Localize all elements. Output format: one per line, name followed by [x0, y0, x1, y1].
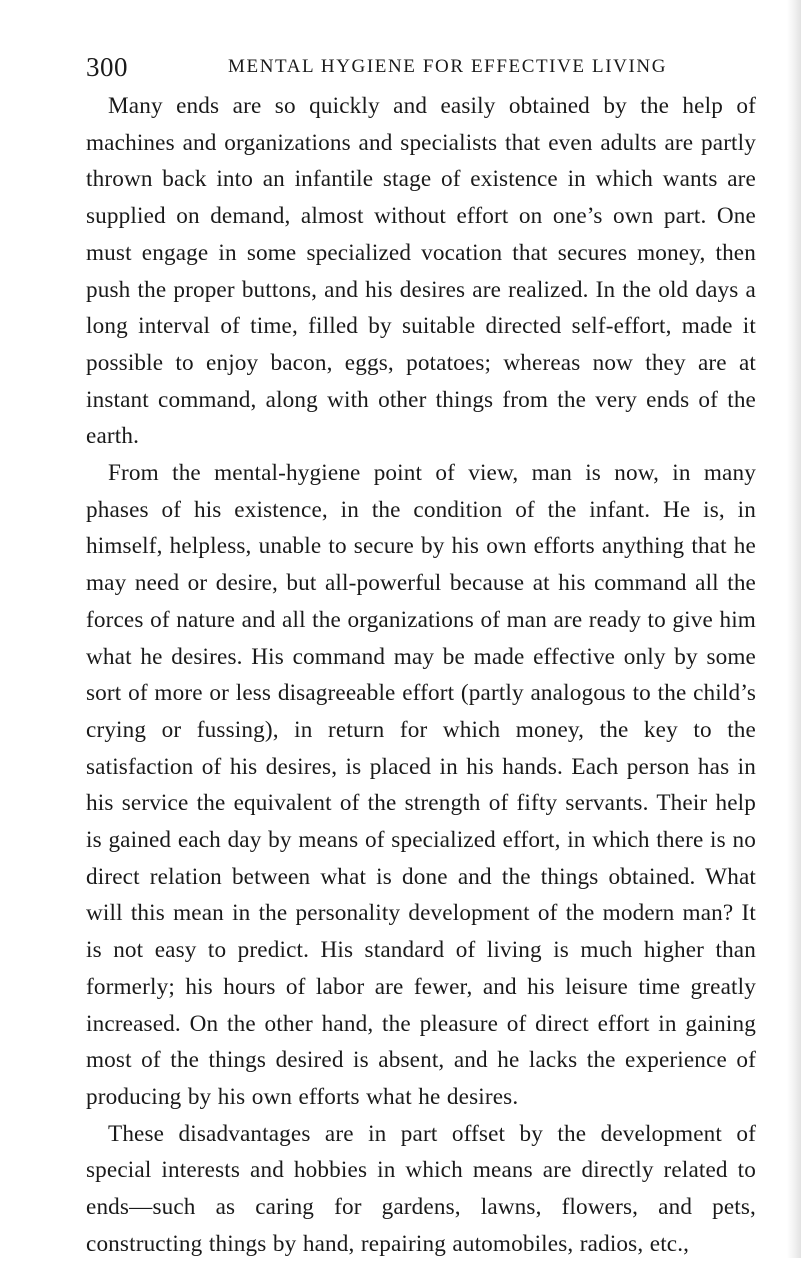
page-header — [86, 52, 706, 88]
page-number: 300 — [86, 52, 128, 82]
paragraph-1: Many ends are so quickly and easily obtained by the help of machines and organizations and specialists that even adults are partly thrown back into an infantile stage of existence in which wants are supplied on demand, almost without effort on one’s own part. One must engage in some specialized vocation that secures money, then push the proper buttons, and his desires are realized. In the old days a long interval of time, filled by suitable directed self-effort, made it possible to enjoy bacon, eggs, potatoes; whereas now they are at instant command, along with other things from the very ends of the earth. — [86, 93, 756, 450]
paragraph-3: These disadvantages are in part offset by the development of special interests and hobbies in which means are directly related to ends—such as caring for gardens, lawns, flowers, and pets, constructing things by hand, repairing automobiles, radios, etc., — [86, 1120, 756, 1257]
page-edge-shadow — [787, 0, 801, 1258]
running-head: MENTAL HYGIENE FOR EFFECTIVE LIVING — [228, 56, 668, 77]
body-text — [86, 88, 756, 1263]
paragraph-2: From the mental-hygiene point of view, man is now, in many phases of his existence, in the condition of the infant. He is, in himself, helpless, unable to secure by his own efforts anything that he may need or desire, but all-powerful because at his command all the forces of nature and all the organizations of man are ready to give him what he desires. His command may be made effective only by some sort of more or less disagreeable effort (partly analogous to the child’s crying or fussing), in return for which money, the key to the satisfaction of his desires, is placed in his hands. Each person has in his service the equivalent of the strength of fifty servants. Their help is gained each day by means of specialized effort, in which there is no direct relation between what is done and the things obtained. What will this mean in the personality development of the modern man? It is not easy to predict. His standard of living is much higher than formerly; his hours of labor are fewer, and his leisure time greatly increased. On the other hand, the pleasure of direct effort in gaining most of the things desired is absent, and he lacks the experience of producing by his own efforts what he desires. — [86, 460, 756, 1110]
